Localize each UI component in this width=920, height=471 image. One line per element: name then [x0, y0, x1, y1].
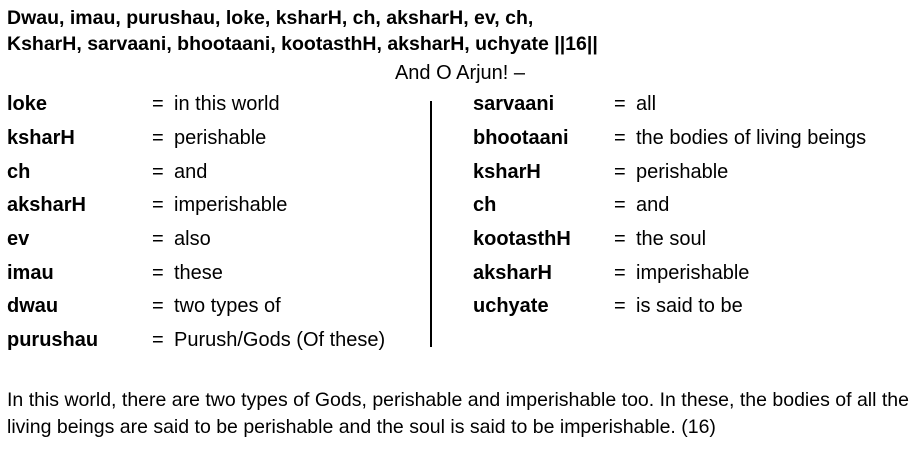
glossary-term: sarvaani: [473, 93, 555, 116]
glossary-row: [7, 88, 385, 122]
translation-paragraph: In this world, there are two types of Gods, perishable and imperishable too. In these, the bodies of all the living beings are said to be perishable and the soul is said to be imperishable. (16): [7, 389, 909, 438]
glossary-meaning: and: [636, 194, 670, 217]
glossary-meaning: also: [174, 228, 211, 251]
glossary-term: ch: [7, 160, 31, 183]
glossary-row: [473, 290, 866, 324]
glossary-meaning: imperishable: [636, 261, 750, 284]
intro-line: And O Arjun! –: [394, 62, 526, 84]
glossary-meaning: perishable: [174, 127, 267, 150]
glossary-term: kootasthH: [473, 228, 571, 251]
glossary-term: ev: [7, 228, 30, 251]
verse-line-2: [7, 31, 598, 57]
glossary-row: [473, 88, 866, 122]
glossary-meaning: Purush/Gods (Of these): [174, 329, 386, 352]
verse-text: [7, 5, 598, 57]
glossary-meaning: is said to be: [636, 295, 743, 318]
glossary-term: ksharH: [7, 127, 75, 150]
glossary-meaning: these: [174, 261, 223, 284]
equals-sign: =: [152, 228, 164, 251]
glossary-row: [7, 223, 385, 257]
equals-sign: =: [614, 295, 626, 318]
glossary-row: [7, 189, 385, 223]
glossary-row: [7, 122, 385, 156]
column-divider: [430, 101, 432, 347]
equals-sign: =: [152, 194, 164, 217]
glossary-row: [7, 290, 385, 324]
glossary-term: aksharH: [7, 194, 86, 217]
glossary-meaning: and: [174, 160, 208, 183]
glossary-meaning: in this world: [174, 93, 280, 116]
glossary-meaning: two types of: [174, 295, 281, 318]
glossary-meaning: all: [636, 93, 657, 116]
verse-line-2-text: KsharH, sarvaani, bhootaani, kootasthH, aksharH, uchyate: [7, 33, 549, 55]
glossary-right-column: [473, 88, 866, 324]
equals-sign: =: [152, 329, 164, 352]
verse-number: ||16||: [554, 33, 598, 55]
glossary-meaning: the bodies of living beings: [636, 127, 867, 150]
glossary-row: [473, 256, 866, 290]
glossary-term: purushau: [7, 329, 99, 352]
equals-sign: =: [152, 295, 164, 318]
glossary-row: [473, 122, 866, 156]
equals-sign: =: [614, 194, 626, 217]
equals-sign: =: [152, 127, 164, 150]
equals-sign: =: [152, 261, 164, 284]
equals-sign: =: [152, 160, 164, 183]
glossary-row: [7, 155, 385, 189]
glossary-row: [7, 324, 385, 358]
glossary-term: loke: [7, 93, 48, 116]
glossary-meaning: perishable: [636, 160, 729, 183]
glossary-term: aksharH: [473, 261, 552, 284]
glossary-meaning: imperishable: [174, 194, 288, 217]
glossary-term: ch: [473, 194, 497, 217]
glossary-term: imau: [7, 261, 54, 284]
glossary-left-column: [7, 88, 385, 358]
glossary-term: dwau: [7, 295, 59, 318]
equals-sign: =: [614, 228, 626, 251]
verse-line-1: Dwau, imau, purushau, loke, ksharH, ch, aksharH, ev, ch,: [7, 7, 534, 29]
equals-sign: =: [614, 93, 626, 116]
glossary-term: bhootaani: [473, 127, 569, 150]
equals-sign: =: [614, 160, 626, 183]
glossary-row: [473, 189, 866, 223]
glossary-row: [473, 155, 866, 189]
glossary-row: [473, 223, 866, 257]
glossary-term: ksharH: [473, 160, 541, 183]
glossary-meaning: the soul: [636, 228, 707, 251]
glossary-row: [7, 256, 385, 290]
equals-sign: =: [152, 93, 164, 116]
glossary-term: uchyate: [473, 295, 549, 318]
equals-sign: =: [614, 261, 626, 284]
equals-sign: =: [614, 127, 626, 150]
